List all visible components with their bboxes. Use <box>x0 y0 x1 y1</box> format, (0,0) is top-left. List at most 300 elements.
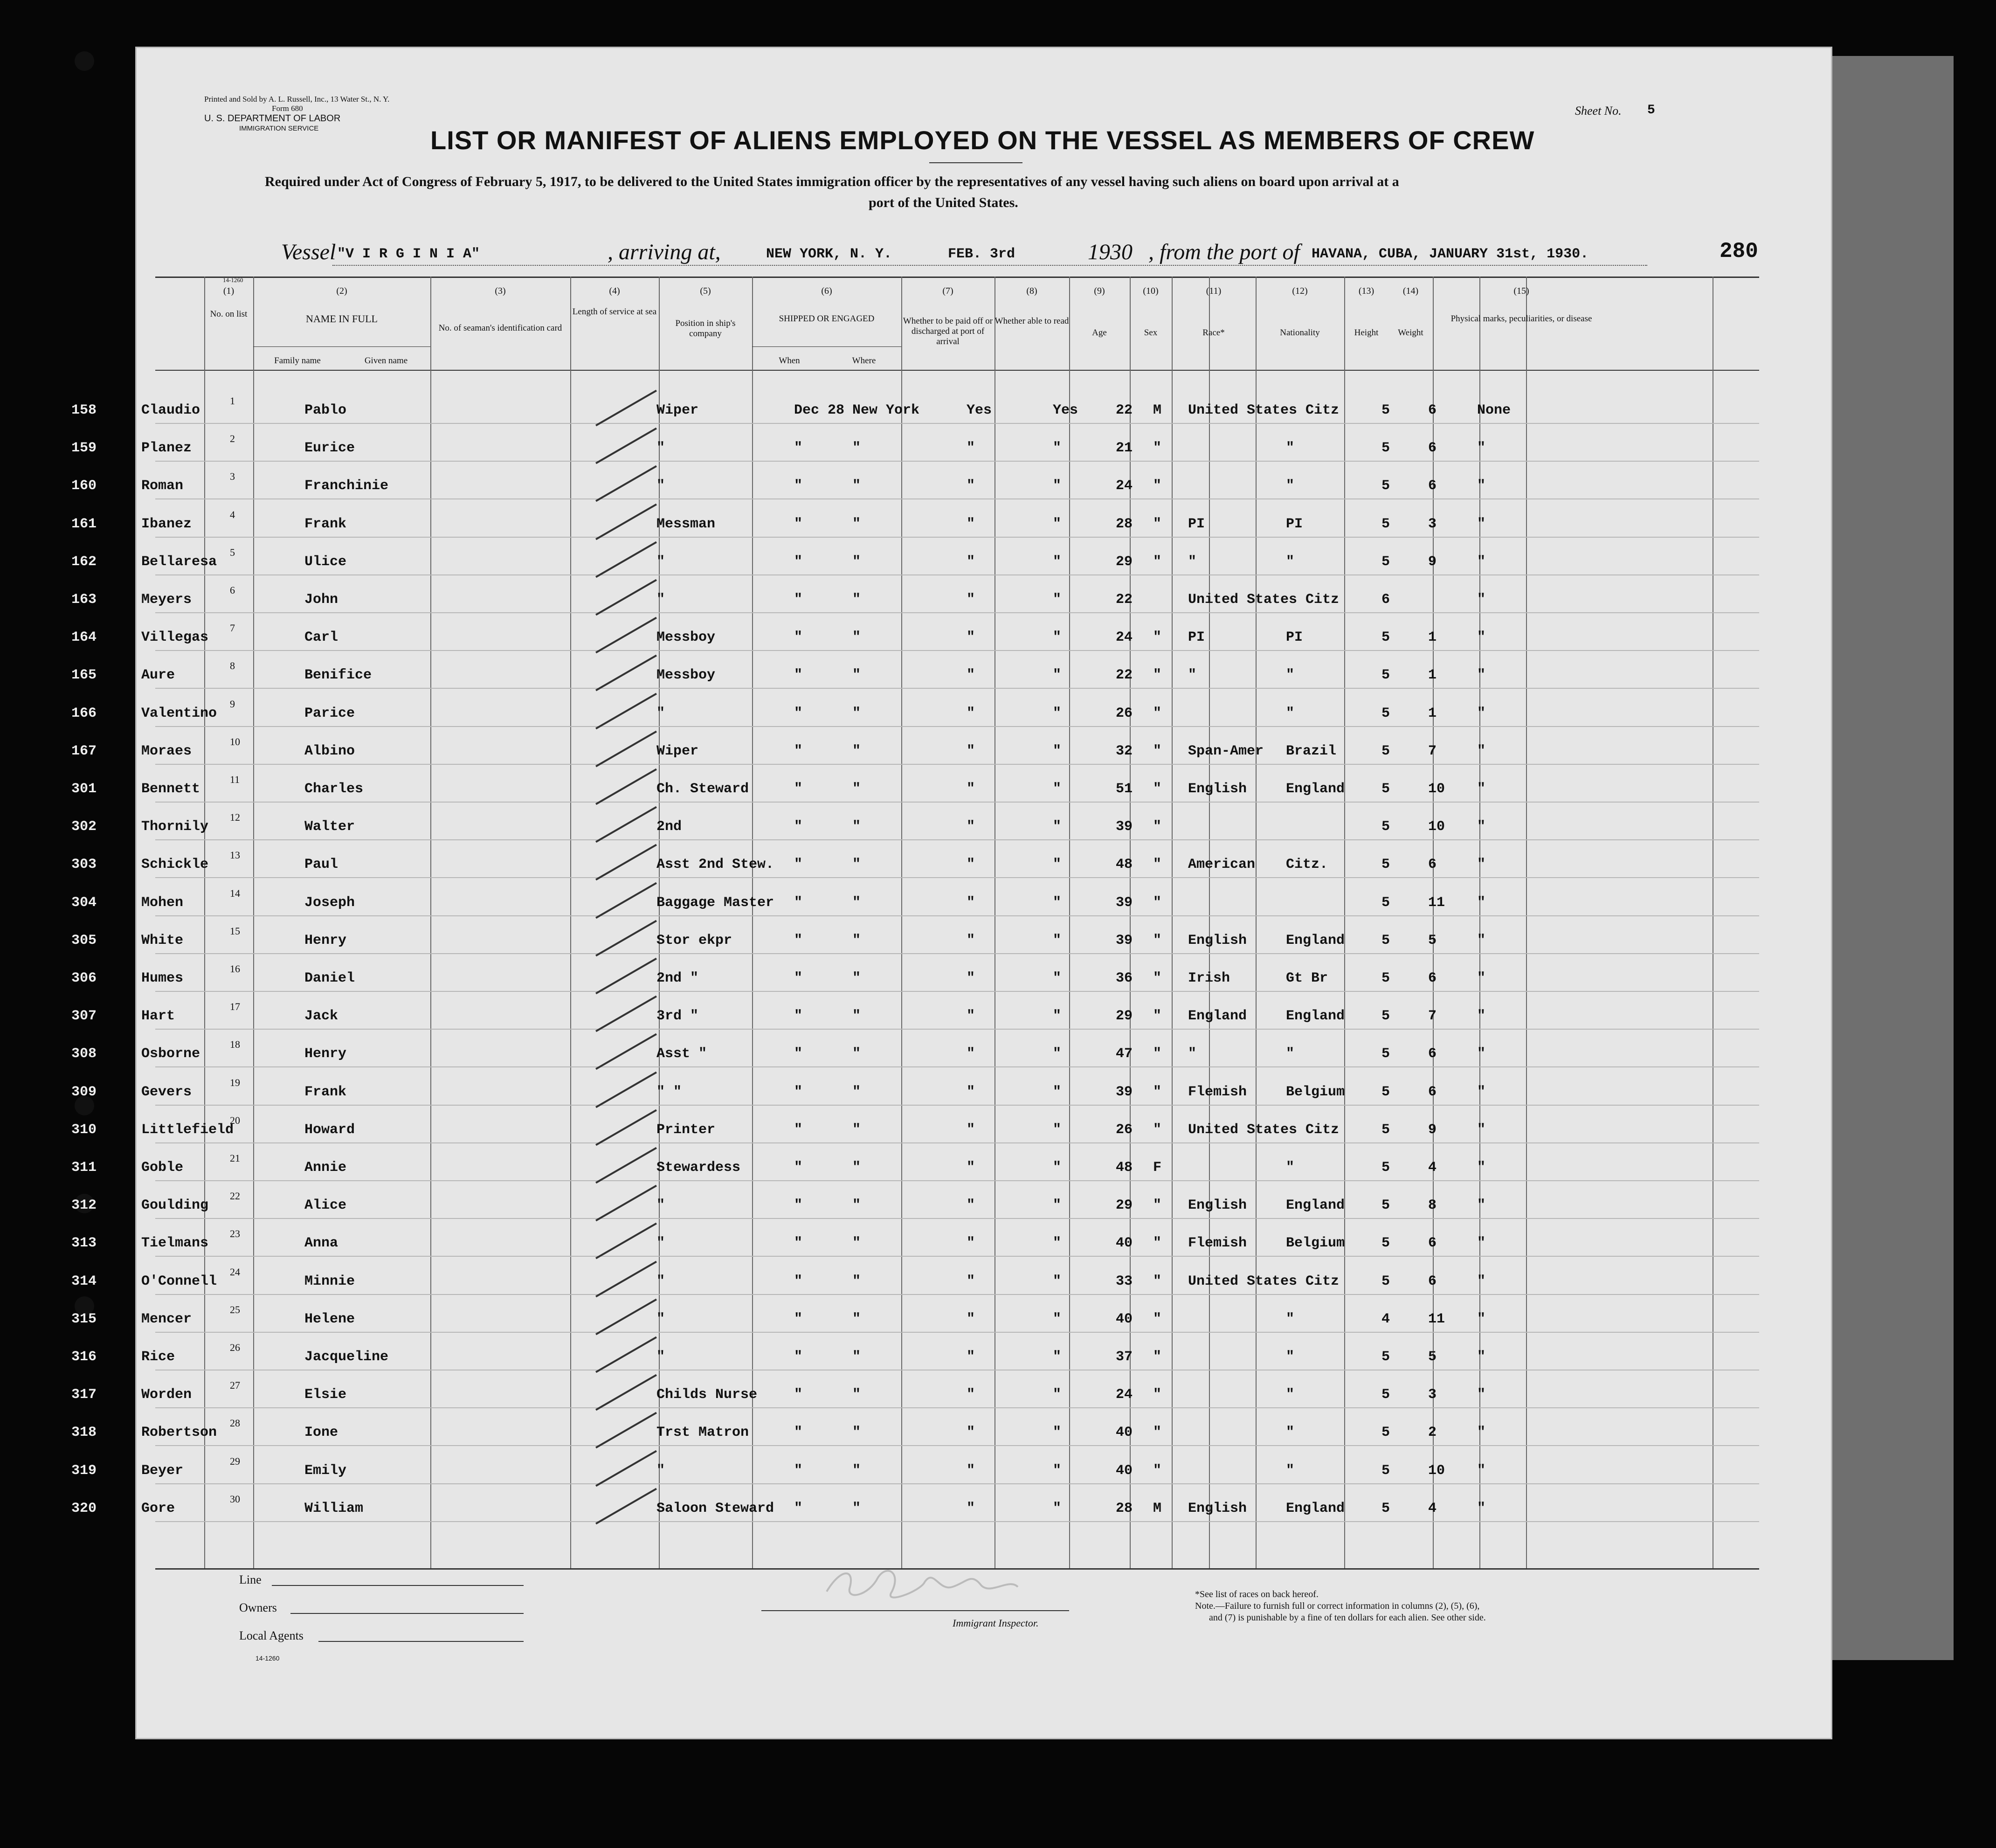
cell-marks: " <box>1477 1160 1486 1176</box>
cell-sex: M <box>1153 1500 1162 1516</box>
table-row <box>71 1455 1834 1491</box>
cell-position: Stor ekpr <box>656 932 732 948</box>
cell-when: " <box>794 894 803 911</box>
table-row <box>71 963 1834 998</box>
cell-age: 48 <box>1116 1160 1133 1176</box>
cell-sex: " <box>1153 516 1162 532</box>
cell-marks: " <box>1477 857 1486 873</box>
column-header-c6: SHIPPED OR ENGAGED <box>779 314 875 324</box>
cell-marks: " <box>1477 1008 1486 1024</box>
cell-ref: 310 <box>71 1121 97 1138</box>
cell-height: 5 <box>1381 743 1390 759</box>
cell-race: English <box>1188 1197 1247 1214</box>
cell-when: " <box>794 970 803 986</box>
cell-marks: " <box>1477 1425 1486 1441</box>
arriving-port: NEW YORK, N. Y. <box>766 246 892 262</box>
cell-sex: " <box>1153 819 1162 835</box>
column-header-c2: NAME IN FULL <box>306 313 378 325</box>
cell-age: 22 <box>1116 402 1133 418</box>
cell-paid: " <box>967 932 975 948</box>
cell-no: 12 <box>230 811 240 824</box>
cell-given: Jack <box>304 1008 338 1024</box>
cell-family: Ibanez <box>141 516 192 532</box>
cell-marks: " <box>1477 743 1486 759</box>
cell-no: 10 <box>230 735 240 748</box>
table-row <box>71 811 1834 847</box>
agents-label: Local Agents <box>239 1629 304 1642</box>
cell-paid: Yes <box>967 402 992 418</box>
cell-when: " <box>794 1160 803 1176</box>
cell-weight: 10 <box>1428 1462 1445 1479</box>
cell-read: " <box>1053 516 1062 532</box>
cell-no: 29 <box>230 1455 240 1467</box>
cell-age: 24 <box>1116 630 1133 646</box>
cell-marks: " <box>1477 478 1486 494</box>
table-row <box>71 1417 1834 1453</box>
check-mark <box>595 920 657 956</box>
cell-race: PI <box>1188 516 1205 532</box>
cell-weight: 1 <box>1428 705 1437 721</box>
cell-weight: 8 <box>1428 1197 1437 1214</box>
cell-sex: " <box>1153 1462 1162 1479</box>
cell-nationality: Belgium <box>1286 1084 1345 1100</box>
cell-nationality: England <box>1286 1197 1345 1214</box>
check-mark <box>595 1374 657 1411</box>
cell-age: 29 <box>1116 554 1133 570</box>
cell-ref: 159 <box>71 440 97 457</box>
cell-read: " <box>1053 1349 1062 1365</box>
note-failure: Note.—Failure to furnish full or correct information in columns (2), (5), (6), <box>1195 1601 1480 1611</box>
check-mark <box>595 1223 657 1259</box>
cell-given: Jacqueline <box>304 1349 389 1365</box>
cell-height: 5 <box>1381 1121 1390 1138</box>
cell-ref: 164 <box>71 630 97 646</box>
cell-marks: " <box>1477 1387 1486 1403</box>
cell-sex: " <box>1153 1387 1162 1403</box>
cell-position: Printer <box>656 1121 716 1138</box>
cell-paid: " <box>967 1046 975 1062</box>
cell-position: " <box>656 440 665 457</box>
cell-age: 39 <box>1116 932 1133 948</box>
cell-paid: " <box>967 516 975 532</box>
check-mark <box>595 1260 657 1297</box>
department-label: U. S. DEPARTMENT OF LABOR <box>204 113 341 124</box>
cell-paid: " <box>967 1273 975 1289</box>
cell-race: United States Citz <box>1188 402 1340 418</box>
cell-no: 7 <box>230 622 235 634</box>
table-row <box>71 660 1834 695</box>
cell-family: Valentino <box>141 705 217 721</box>
cell-position: Asst 2nd Stew. <box>656 857 774 873</box>
cell-read: " <box>1053 1046 1062 1062</box>
cell-when: " <box>794 630 803 646</box>
cell-when: " <box>794 440 803 457</box>
cell-read: " <box>1053 440 1062 457</box>
cell-height: 5 <box>1381 478 1390 494</box>
cell-given: Frank <box>304 516 347 532</box>
cell-given: Parice <box>304 705 355 721</box>
cell-when: " <box>794 1311 803 1327</box>
column-header-c2b: Given name <box>364 356 408 366</box>
cell-when: " <box>794 592 803 608</box>
cell-position: " <box>656 1349 665 1365</box>
cell-ref: 166 <box>71 705 97 721</box>
cell-read: " <box>1053 1311 1062 1327</box>
cell-where: " <box>852 743 861 759</box>
arrival-date: FEB. 3rd <box>948 246 1015 262</box>
cell-where: " <box>852 970 861 986</box>
table-row <box>71 1228 1834 1263</box>
cell-weight: 6 <box>1428 402 1437 418</box>
table-row <box>71 1303 1834 1339</box>
cell-ref: 304 <box>71 894 97 911</box>
cell-sex: " <box>1153 440 1162 457</box>
check-mark <box>595 617 657 653</box>
column-header-c1-num: (1) <box>223 286 235 296</box>
cell-when: " <box>794 516 803 532</box>
cell-sex: " <box>1153 1084 1162 1100</box>
cell-ref: 316 <box>71 1349 97 1365</box>
check-mark <box>595 768 657 805</box>
cell-height: 5 <box>1381 705 1390 721</box>
cell-paid: " <box>967 1500 975 1516</box>
cell-age: 32 <box>1116 743 1133 759</box>
cell-family: Humes <box>141 970 184 986</box>
cell-no: 27 <box>230 1379 240 1391</box>
cell-ref: 167 <box>71 743 97 759</box>
cell-marks: " <box>1477 1197 1486 1214</box>
cell-sex: " <box>1153 781 1162 797</box>
sheet-label: Sheet No. <box>1575 104 1622 118</box>
column-header-c7-num: (7) <box>942 286 953 296</box>
cell-height: 5 <box>1381 630 1390 646</box>
cell-position: " <box>656 1462 665 1479</box>
page-title: LIST OR MANIFEST OF ALIENS EMPLOYED ON THE VESSEL AS MEMBERS OF CREW <box>430 125 1535 155</box>
cell-height: 5 <box>1381 667 1390 684</box>
cell-family: Meyers <box>141 592 192 608</box>
table-row <box>71 395 1834 430</box>
cell-position: Trst Matron <box>656 1425 749 1441</box>
cell-read: " <box>1053 705 1062 721</box>
cell-when: " <box>794 819 803 835</box>
cell-ref: 160 <box>71 478 97 494</box>
column-header-c2-num: (2) <box>336 286 347 296</box>
cell-nationality: England <box>1286 1008 1345 1024</box>
table-row <box>71 887 1834 923</box>
agents-rule <box>318 1641 524 1642</box>
cell-sex: " <box>1153 630 1162 646</box>
cell-age: 24 <box>1116 1387 1133 1403</box>
cell-where: " <box>852 1121 861 1138</box>
cell-position: " " <box>656 1084 682 1100</box>
cell-when: " <box>794 1500 803 1516</box>
cell-age: 48 <box>1116 857 1133 873</box>
page-stamp: 280 <box>1720 239 1758 263</box>
check-mark <box>595 541 657 578</box>
cell-nationality: England <box>1286 1500 1345 1516</box>
cell-family: Gevers <box>141 1084 192 1100</box>
cell-family: Littlefield <box>141 1121 234 1138</box>
cell-position: Wiper <box>656 743 699 759</box>
cell-marks: " <box>1477 1349 1486 1365</box>
cell-paid: " <box>967 970 975 986</box>
cell-given: Walter <box>304 819 355 835</box>
cell-paid: " <box>967 1084 975 1100</box>
cell-paid: " <box>967 592 975 608</box>
table-row <box>71 1001 1834 1036</box>
cell-age: 26 <box>1116 705 1133 721</box>
cell-no: 13 <box>230 849 240 861</box>
cell-height: 5 <box>1381 932 1390 948</box>
cell-sex: M <box>1153 402 1162 418</box>
cell-where: " <box>852 440 861 457</box>
cell-weight: 2 <box>1428 1425 1437 1441</box>
cell-nationality: " <box>1286 1046 1295 1062</box>
cell-read: " <box>1053 1160 1062 1176</box>
check-mark <box>595 1336 657 1373</box>
cell-family: Beyer <box>141 1462 184 1479</box>
cell-where: " <box>852 932 861 948</box>
column-header-c12: Nationality <box>1280 328 1320 338</box>
cell-no: 18 <box>230 1038 240 1051</box>
cell-weight: 6 <box>1428 857 1437 873</box>
cell-when: " <box>794 743 803 759</box>
check-mark <box>595 465 657 502</box>
cell-family: Moraes <box>141 743 192 759</box>
column-header-c10: Sex <box>1144 328 1158 338</box>
cell-where: " <box>852 554 861 570</box>
table-row <box>71 1266 1834 1301</box>
cell-given: Eurice <box>304 440 355 457</box>
cell-marks: " <box>1477 1500 1486 1516</box>
column-header-c2a: Family name <box>274 356 321 366</box>
cell-where: " <box>852 1008 861 1024</box>
cell-sex: " <box>1153 1425 1162 1441</box>
check-mark <box>595 428 657 464</box>
column-header-c8-num: (8) <box>1026 286 1037 296</box>
cell-nationality: England <box>1286 932 1345 948</box>
column-header-c6a: When <box>779 356 800 366</box>
cell-sex: " <box>1153 1273 1162 1289</box>
cell-marks: " <box>1477 554 1486 570</box>
cell-height: 6 <box>1381 592 1390 608</box>
cell-height: 5 <box>1381 1197 1390 1214</box>
cell-weight: 10 <box>1428 781 1445 797</box>
cell-marks: " <box>1477 970 1486 986</box>
table-row <box>71 925 1834 961</box>
table-top-rule <box>155 277 1759 278</box>
cell-age: 29 <box>1116 1197 1133 1214</box>
column-header-c11: Race* <box>1202 328 1225 338</box>
cell-race: United States Citz <box>1188 1121 1340 1138</box>
cell-ref: 317 <box>71 1387 97 1403</box>
cell-when: " <box>794 1462 803 1479</box>
cell-position: Messboy <box>656 667 716 684</box>
cell-weight: 6 <box>1428 440 1437 457</box>
cell-height: 5 <box>1381 1425 1390 1441</box>
cell-position: " <box>656 1235 665 1252</box>
cell-family: Mencer <box>141 1311 192 1327</box>
cell-nationality: " <box>1286 667 1295 684</box>
cell-position: " <box>656 592 665 608</box>
check-mark <box>595 1033 657 1070</box>
arrival-year: 1930 <box>1088 240 1133 264</box>
cell-sex: " <box>1153 705 1162 721</box>
cell-weight: 6 <box>1428 1235 1437 1252</box>
cell-race: Flemish <box>1188 1235 1247 1252</box>
cell-when: " <box>794 1425 803 1441</box>
table-row <box>71 1493 1834 1529</box>
cell-sex: " <box>1153 554 1162 570</box>
column-header-c13-num: (13) <box>1358 286 1374 296</box>
cell-read: " <box>1053 1121 1062 1138</box>
cell-no: 6 <box>230 584 235 596</box>
column-header-c7: Whether to be paid off or discharged at port of arrival <box>903 316 993 346</box>
small-code: 14-1260 <box>223 277 243 284</box>
cell-read: " <box>1053 667 1062 684</box>
cell-where: " <box>852 1500 861 1516</box>
check-mark <box>595 692 657 729</box>
table-row <box>71 471 1834 506</box>
cell-family: Bellaresa <box>141 554 217 570</box>
cell-nationality: England <box>1286 781 1345 797</box>
cell-race: American <box>1188 857 1256 873</box>
header-bottom-rule <box>155 370 1759 371</box>
cell-marks: " <box>1477 440 1486 457</box>
cell-ref: 162 <box>71 554 97 570</box>
cell-height: 5 <box>1381 1462 1390 1479</box>
cell-when: " <box>794 857 803 873</box>
cell-where: New York <box>852 402 920 418</box>
cell-sex: " <box>1153 857 1162 873</box>
cell-read: " <box>1053 1235 1062 1252</box>
check-mark <box>595 844 657 880</box>
check-mark <box>595 1071 657 1107</box>
cell-nationality: Gt Br <box>1286 970 1328 986</box>
table-row <box>71 1076 1834 1112</box>
cell-when: " <box>794 1235 803 1252</box>
cell-height: 5 <box>1381 781 1390 797</box>
cell-given: Albino <box>304 743 355 759</box>
cell-paid: " <box>967 667 975 684</box>
cell-no: 16 <box>230 963 240 975</box>
cell-position: Baggage Master <box>656 894 774 911</box>
cell-read: " <box>1053 478 1062 494</box>
cell-paid: " <box>967 1425 975 1441</box>
cell-paid: " <box>967 1121 975 1138</box>
cell-where: " <box>852 1349 861 1365</box>
cell-where: " <box>852 894 861 911</box>
cell-paid: " <box>967 1311 975 1327</box>
cell-family: Planez <box>141 440 192 457</box>
cell-sex: " <box>1153 1121 1162 1138</box>
cell-age: 22 <box>1116 667 1133 684</box>
cell-family: Worden <box>141 1387 192 1403</box>
cell-sex: " <box>1153 743 1162 759</box>
cell-when: " <box>794 1008 803 1024</box>
cell-age: 39 <box>1116 894 1133 911</box>
cell-height: 5 <box>1381 1349 1390 1365</box>
cell-read: " <box>1053 743 1062 759</box>
cell-where: " <box>852 1311 861 1327</box>
cell-age: 28 <box>1116 1500 1133 1516</box>
cell-family: Claudio <box>141 402 200 418</box>
cell-no: 15 <box>230 925 240 937</box>
cell-when: " <box>794 1121 803 1138</box>
cell-marks: None <box>1477 402 1511 418</box>
cell-given: Carl <box>304 630 338 646</box>
cell-when: " <box>794 1197 803 1214</box>
table-row <box>71 1038 1834 1074</box>
cell-sex: " <box>1153 667 1162 684</box>
cell-age: 40 <box>1116 1462 1133 1479</box>
cell-no: 14 <box>230 887 240 899</box>
cell-height: 5 <box>1381 857 1390 873</box>
cell-marks: " <box>1477 592 1486 608</box>
cell-marks: " <box>1477 516 1486 532</box>
column-header-c15-num: (15) <box>1513 286 1529 296</box>
cell-ref: 306 <box>71 970 97 986</box>
cell-sex: " <box>1153 970 1162 986</box>
cell-marks: " <box>1477 932 1486 948</box>
cell-family: Aure <box>141 667 175 684</box>
cell-where: " <box>852 667 861 684</box>
cell-when: " <box>794 478 803 494</box>
cell-family: White <box>141 932 184 948</box>
cell-weight: 3 <box>1428 516 1437 532</box>
cell-height: 5 <box>1381 1008 1390 1024</box>
table-row <box>71 849 1834 885</box>
column-header-c9: Age <box>1092 328 1107 338</box>
cell-marks: " <box>1477 630 1486 646</box>
header-subrule <box>752 346 901 347</box>
cell-race: Span-Amer <box>1188 743 1264 759</box>
cell-no: 30 <box>230 1493 240 1505</box>
check-mark <box>595 1488 657 1524</box>
cell-age: 51 <box>1116 781 1133 797</box>
cell-weight: 4 <box>1428 1500 1437 1516</box>
check-mark <box>595 390 657 426</box>
cell-race: " <box>1188 667 1197 684</box>
cell-no: 19 <box>230 1076 240 1088</box>
cell-position: 2nd " <box>656 970 699 986</box>
cell-given: Charles <box>304 781 364 797</box>
cell-nationality: " <box>1286 554 1295 570</box>
cell-ref: 313 <box>71 1235 97 1252</box>
check-mark <box>595 655 657 691</box>
cell-when: " <box>794 1046 803 1062</box>
cell-marks: " <box>1477 781 1486 797</box>
cell-nationality: PI <box>1286 630 1303 646</box>
cell-family: Roman <box>141 478 184 494</box>
cell-marks: " <box>1477 819 1486 835</box>
cell-weight: 9 <box>1428 1121 1437 1138</box>
cell-ref: 319 <box>71 1462 97 1479</box>
cell-age: 22 <box>1116 592 1133 608</box>
cell-read: " <box>1053 1462 1062 1479</box>
cell-family: Villegas <box>141 630 209 646</box>
cell-weight: 1 <box>1428 630 1437 646</box>
cell-position: " <box>656 705 665 721</box>
table-row <box>71 1379 1834 1415</box>
cell-no: 4 <box>230 508 235 520</box>
cell-read: " <box>1053 592 1062 608</box>
column-header-c14: Weight <box>1398 328 1423 338</box>
cell-position: Childs Nurse <box>656 1387 758 1403</box>
cell-sex: " <box>1153 1046 1162 1062</box>
cell-age: 39 <box>1116 1084 1133 1100</box>
form-number: Form 680 <box>272 104 303 113</box>
